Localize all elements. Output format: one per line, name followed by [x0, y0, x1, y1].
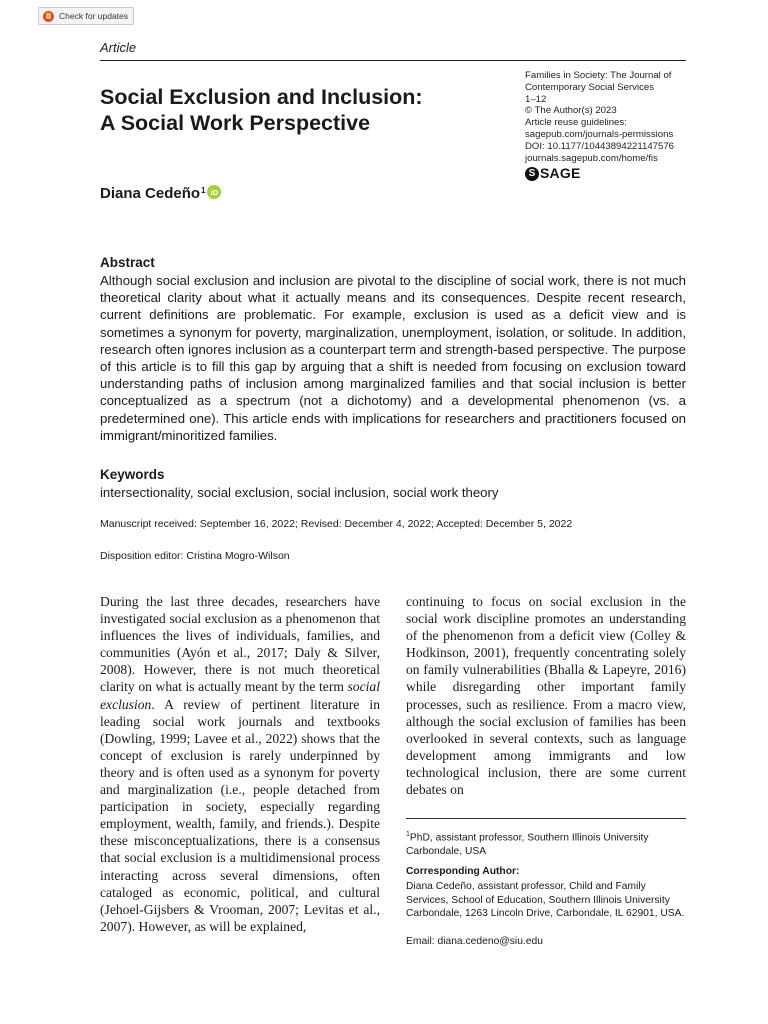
body-column-left [100, 593, 380, 953]
crossmark-icon [43, 11, 54, 22]
journal-home-link[interactable]: journals.sagepub.com/home/fis [525, 152, 658, 164]
check-for-updates-label: Check for updates [59, 11, 128, 21]
body-left-text-1: During the last three decades, researchers have investigated social exclusion as a phenomenon that influences the lives of individuals, families, and communities (Ayón et al., 2017; Daly & Silver, 2008). However, there is not much theoretical clarity on what is actually meant by the term [100, 594, 380, 695]
footnote-rule [406, 818, 686, 819]
article-title-line-1: Social Exclusion and Inclusion: [100, 85, 423, 109]
affiliation-footnote [406, 828, 686, 859]
abstract-heading: Abstract [100, 255, 155, 270]
author-name: Diana Cedeño [100, 185, 201, 202]
corresponding-author-details: Diana Cedeño, assistant professor, Child and Family Services, School of Education, Southern Illinois University Carbondale, 1263 Lincoln Drive, Carbondale, IL 62901, USA. [406, 881, 685, 920]
keywords-text: intersectionality, social exclusion, social inclusion, social work theory [100, 485, 499, 500]
sage-logo-text: SAGE [540, 165, 581, 182]
corresponding-author-heading: Corresponding Author: [406, 866, 520, 877]
abstract-text: Although social exclusion and inclusion are pivotal to the discipline of social work, there is not much theoretical clarity about what it actually means and its consequences. Despite recent research, current definitions are problematic. For example, exclusion is used as a deficit view and is sometimes a synonym for poverty, marginalization, unemployment, isolation, or solitude. In addition, research often ignores inclusion as a counterpart term and strength-based perspective. The purpose of this article is to fill this gap by arguing that a shift is needed from focusing on exclusion toward understanding paths of inclusion among marginalized families and that social inclusion is better conceptualized as a spectrum (not a dichotomy) and a developmental phenomenon (vs. a predetermined one). This article ends with implications for researchers and practitioners focused on immigrant/minoritized families. [100, 273, 686, 443]
corresponding-author-email[interactable]: Email: diana.cedeno@siu.edu [406, 936, 543, 947]
journal-name-line-1: Families in Society: The Journal of [525, 70, 672, 81]
footnote-text: PhD, assistant professor, Southern Illinois University Carbondale, USA [406, 832, 649, 858]
journal-name-line-2: Contemporary Social Services [525, 81, 655, 93]
disposition-editor: Disposition editor: Cristina Mogro-Wilson [100, 550, 290, 562]
copyright: © The Author(s) 2023 [525, 105, 617, 117]
journal-info [525, 70, 695, 181]
header-rule [100, 60, 686, 61]
page-range: 1–12 [525, 93, 547, 105]
article-type-label: Article [100, 40, 137, 55]
footnote-mark: 1 [406, 831, 410, 838]
article-title-line-2: A Social Work Perspective [100, 111, 371, 135]
author [100, 185, 221, 202]
body-left-italic-term: social exclusion [100, 679, 380, 712]
manuscript-dates: Manuscript received: September 16, 2022; Revised: December 4, 2022; Accepted: December 5, 2022 [100, 518, 573, 530]
reuse-guidelines-label: Article reuse guidelines: [525, 117, 627, 129]
permissions-link[interactable]: sagepub.com/journals-permissions [525, 128, 674, 140]
body-column-right: continuing to focus on social exclusion in the social work discipline promotes an understanding of the phenomenon from a deficit view (Colley & Hodkinson, 2001), frequently concentrating solely on family vulnerabilities (Bhalla & Lapeyre, 2016) while disregarding other important family processes, such as resilience. From a macro view, although the social exclusion of families has been overlooked in several contexts, such as language development among immigrants and low technological inclusion, there are some current debates on [406, 594, 686, 798]
sage-logo [525, 167, 695, 181]
check-for-updates-button[interactable] [38, 7, 134, 25]
article-title [100, 84, 500, 136]
orcid-icon[interactable]: iD [207, 185, 221, 199]
keywords-heading: Keywords [100, 467, 165, 482]
author-affiliation-mark: 1 [201, 186, 206, 195]
body-left-text-2: . A review of pertinent literature in leading social work journals and textbooks (Dowling, 1999; Lavee et al., 2022) shows that the concept of exclusion is rarely underpinned by theory and is often used as a synonym for poverty and marginalization (i.e., people detached from participation in society, especially regarding employment, wealth, family, and friends.). Despite these misconceptualizations, there is a consensus that social exclusion is a multidimensional process interacting across several dimensions, often cataloged as economic, political, and cultural (Jehoel-Gijsbers & Vrooman, 2007; Levitas et al., 2007). However, as will be explained, [100, 696, 380, 934]
doi[interactable]: DOI: 10.1177/10443894221147576 [525, 140, 675, 152]
sage-s-icon: S [525, 167, 539, 181]
